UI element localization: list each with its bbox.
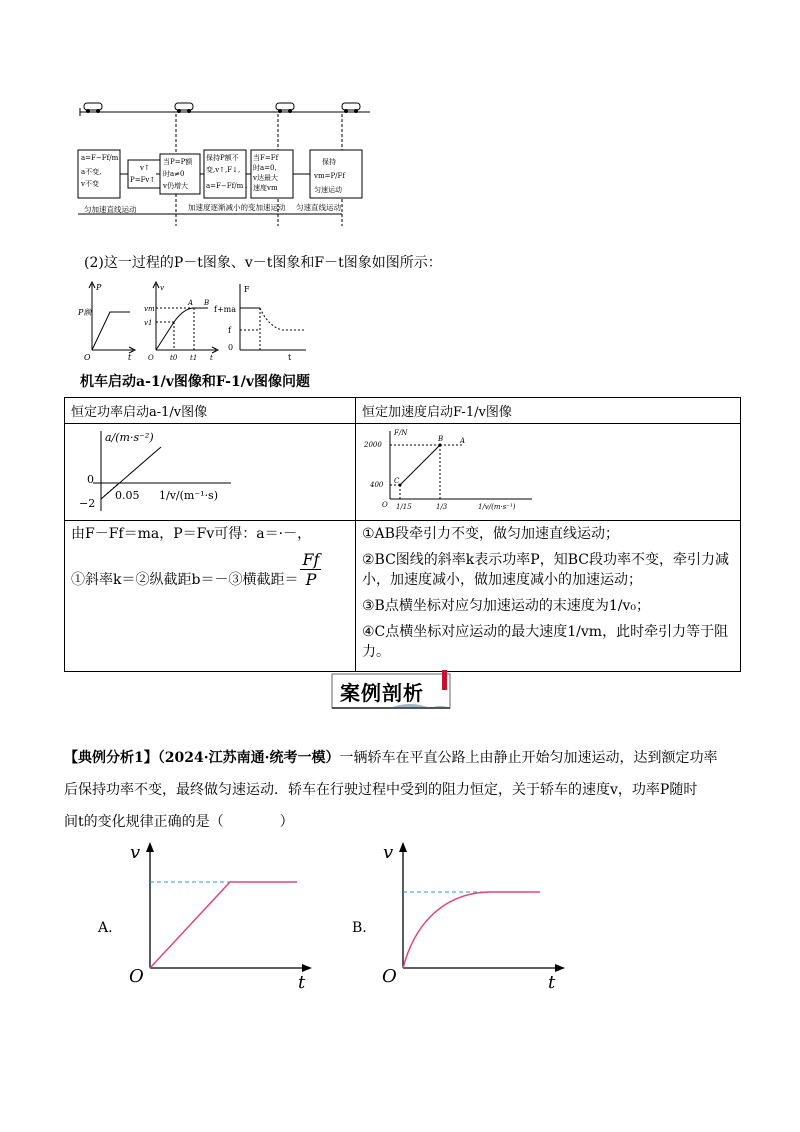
svg-text:v不变: v不变 [81,180,99,188]
point-1: ①AB段牵引力不变，做匀加速直线运动； [362,526,619,542]
svg-text:v: v [130,842,141,863]
process-flow-diagram [70,98,380,230]
f-v-graph-cell [356,424,741,521]
svg-text:1/3: 1/3 [436,503,448,511]
svg-text:C: C [394,477,400,485]
intercept-text: ①斜率k＝②纵截距b＝－③横截距＝ [71,572,299,588]
svg-text:a=F−Ff/m↓: a=F−Ff/m↓ [206,182,250,190]
f-inverse-v-graph [362,427,562,513]
table-header-right: 恒定加速度启动F-1/v图像 [356,398,741,424]
svg-text:t: t [298,972,306,993]
svg-text:t: t [288,353,292,362]
f-t-graph [214,280,312,362]
svg-text:O: O [84,353,91,362]
svg-text:2000: 2000 [364,441,382,449]
svg-text:O: O [382,501,388,509]
svg-text:−2: −2 [79,497,96,510]
svg-text:a=F−Ff/m: a=F−Ff/m [81,154,119,162]
svg-text:v: v [383,842,394,863]
svg-text:t: t [128,353,132,362]
svg-text:0: 0 [228,343,234,352]
point-4: ④C点横坐标对应运动的最大速度1/vm，此时牵引力等于阻力。 [362,624,729,660]
fraction-numerator: Ff [302,550,320,569]
svg-text:加速度逐渐减小的变加速运动: 加速度逐渐减小的变加速运动 [188,203,286,212]
example-text-1: 一辆轿车在平直公路上由静止开始匀加速运动，达到额定功率 [339,750,718,766]
a-inverse-v-graph [71,427,251,513]
example-line-1 [64,748,717,768]
svg-text:t: t [548,972,556,993]
svg-text:P: P [96,283,102,292]
table-header-left: 恒定功率启动a-1/v图像 [65,398,356,424]
v-t-graph [142,280,222,362]
intercept-line [71,550,349,589]
svg-text:t0: t0 [170,354,178,362]
svg-text:P额: P额 [78,308,92,317]
svg-text:vm: vm [144,305,155,313]
svg-text:O: O [148,354,154,362]
svg-text:0: 0 [87,473,94,486]
svg-text:vm=P/Ff: vm=P/Ff [314,172,345,180]
svg-text:变,v↑,F↓,: 变,v↑,F↓, [206,166,241,174]
section2-text: (2)这一过程的P－t图象、v－t图象和F－t图象如图所示： [84,255,442,271]
svg-text:a/(m·s⁻²): a/(m·s⁻²) [105,431,154,444]
banner-text: 案例剖析 [340,681,424,705]
svg-text:P=Fv↑: P=Fv↑ [130,176,156,184]
section-heading: 机车启动a-1/v图像和F-1/v图像问题 [80,374,310,390]
example-tag: 【典例分析1】（2024·江苏南通·统考一模） [64,750,340,766]
svg-text:t: t [210,354,213,362]
svg-text:B: B [438,435,444,443]
svg-text:v仍增大: v仍增大 [163,182,188,190]
example-line-3: 间t的变化规律正确的是（ ） [64,814,294,830]
right-explanation-cell [356,521,741,672]
case-analysis-banner [330,670,455,712]
fraction-denominator: P [305,570,317,589]
formula-line: 由F－Ff＝ma，P＝Fv可得：a＝·－， [71,526,312,542]
point-3: ③B点横坐标对应匀加速运动的末速度为1/v₀； [362,598,650,614]
svg-text:400: 400 [370,481,384,489]
option-a-graph[interactable] [125,840,325,993]
svg-text:保持P额不: 保持P额不 [206,154,239,162]
svg-text:f: f [228,326,231,335]
svg-text:1/v/(m⁻¹·s): 1/v/(m⁻¹·s) [159,489,218,502]
svg-text:当F=Ff: 当F=Ff [253,154,279,162]
left-explanation-cell [65,521,356,672]
svg-text:匀速直线运动: 匀速直线运动 [296,203,341,212]
svg-text:1/v/(m·s⁻¹): 1/v/(m·s⁻¹) [478,503,516,511]
example-line-2: 后保持功率不变，最终做匀速运动．轿车在行驶过程中受到的阻力恒定，关于轿车的速度v，功率P随时 [64,782,698,798]
svg-text:时a=0,: 时a=0, [253,164,277,172]
svg-text:保持: 保持 [322,158,336,166]
svg-text:v↑: v↑ [140,164,150,172]
svg-text:v达最大: v达最大 [253,174,278,182]
svg-text:O: O [129,966,144,987]
svg-text:t1: t1 [190,354,198,362]
svg-text:当P=P额: 当P=P额 [163,158,193,166]
svg-text:F/N: F/N [394,429,408,437]
p-t-graph [78,280,138,362]
svg-text:v1: v1 [144,319,153,327]
a-v-graph-cell [65,424,356,521]
svg-text:A: A [188,299,194,307]
svg-text:a不变,: a不变, [81,168,102,176]
svg-text:匀速运动: 匀速运动 [314,186,342,194]
svg-text:B: B [204,299,210,307]
option-b-graph[interactable] [378,840,578,993]
option-b-label[interactable]: B. [352,920,367,936]
option-a-label[interactable]: A. [98,920,113,936]
svg-text:时a≠0: 时a≠0 [163,170,185,178]
svg-text:匀加速直线运动: 匀加速直线运动 [84,205,137,214]
svg-text:速度vm: 速度vm [253,184,278,192]
comparison-table [64,397,741,672]
svg-text:F: F [244,285,250,294]
svg-text:A: A [460,437,466,445]
svg-text:f+ma: f+ma [214,305,237,314]
svg-text:v: v [160,284,164,292]
fraction-ff-over-p [300,550,321,589]
svg-text:0.05: 0.05 [115,489,140,502]
svg-text:O: O [382,966,397,987]
svg-text:1/15: 1/15 [396,503,412,511]
point-2: ②BC图线的斜率k表示功率P，知BC段功率不变，牵引力减小，加速度减小，做加速度减小的加速运动； [362,552,729,588]
